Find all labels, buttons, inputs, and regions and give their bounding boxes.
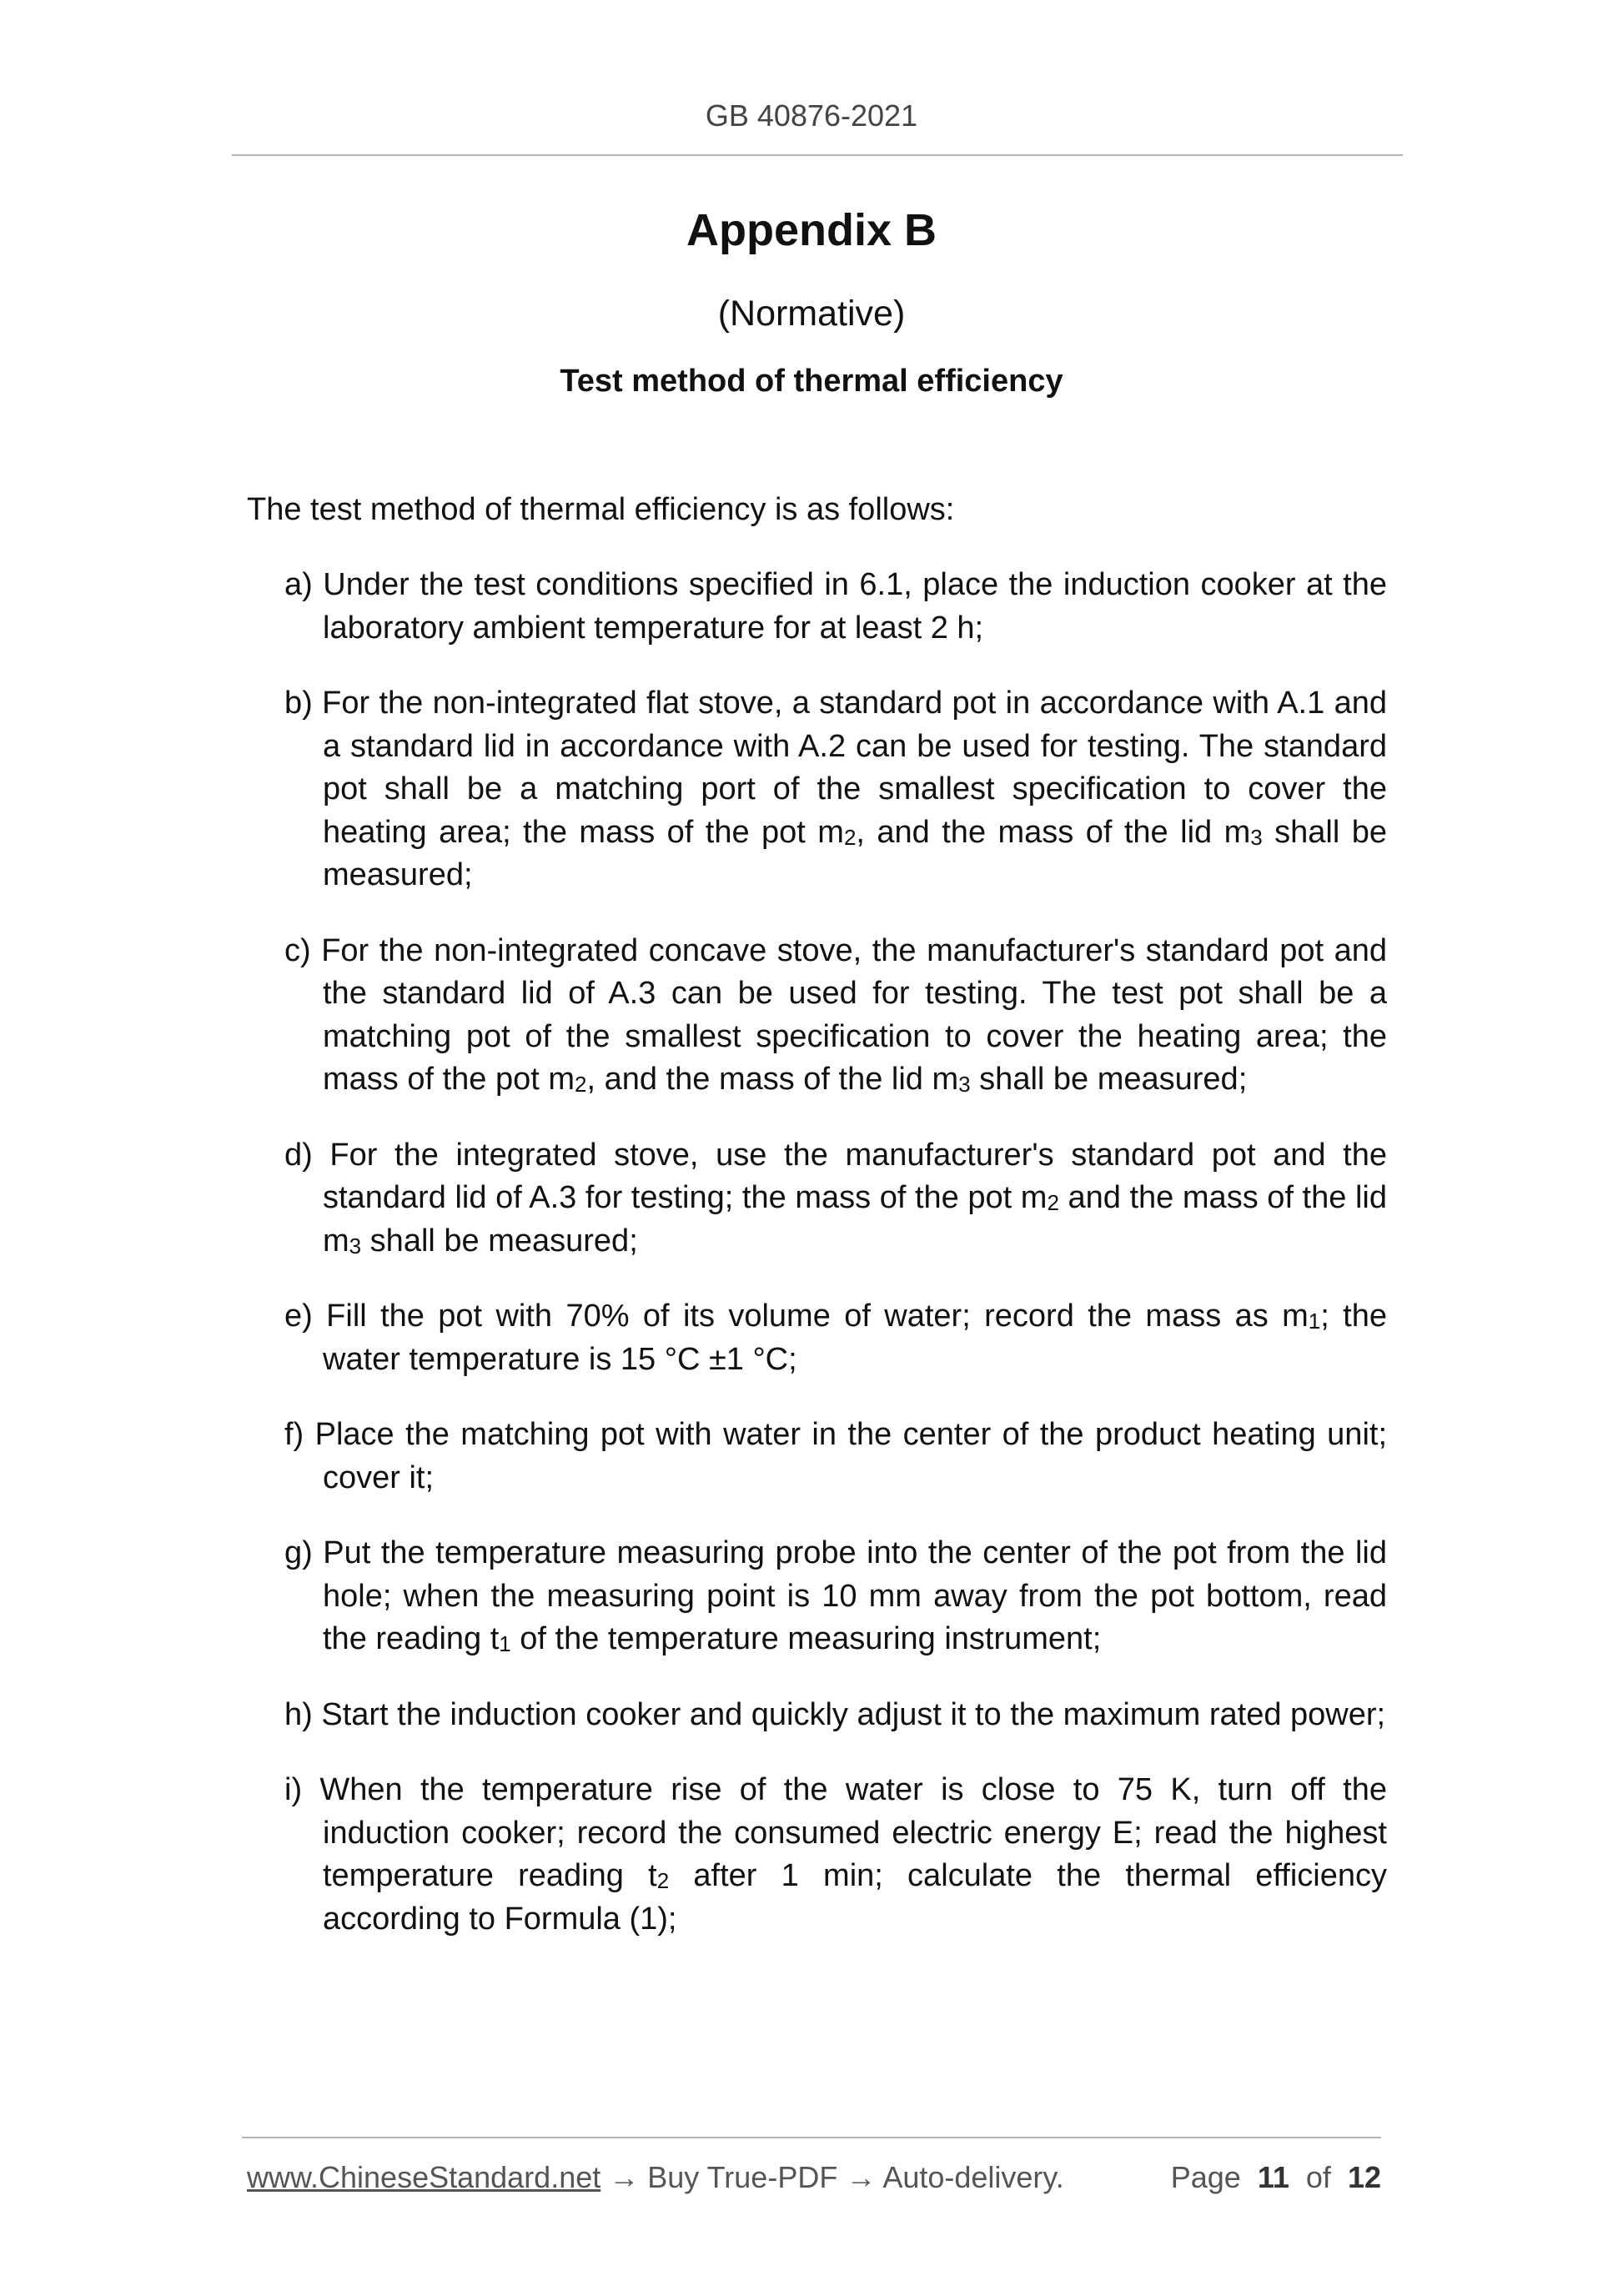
item-text: e) Fill the pot with 70% of its volume of water; record the mass as m: [284, 1299, 1309, 1334]
list-item-b: [284, 682, 1387, 897]
appendix-subtitle: (Normative): [717, 294, 906, 334]
list-item-h: [284, 1694, 1387, 1737]
procedure-list: [284, 564, 1387, 1973]
item-text: b) For the non-integrated flat stove, a standard pot in accordance with A.1 and a standard lid in accordance with A.2 can be used for testing. The standard pot shall be a matching port of the smallest specification to cover the heating area; the mass of the pot m: [284, 686, 1387, 850]
website-link[interactable]: www.ChineseStandard.net: [247, 2160, 601, 2194]
item-text: , and the mass of the lid m: [856, 814, 1251, 850]
subscript: 2: [843, 824, 857, 850]
item-text: ; the water temperature is 15 °C ±1 °C;: [323, 1299, 1387, 1377]
page-number: [1171, 2160, 1381, 2195]
list-item-f: [284, 1414, 1387, 1500]
item-text: shall be measured;: [323, 814, 1387, 892]
list-item-d: [284, 1134, 1387, 1264]
list-item-c: [284, 930, 1387, 1102]
header-divider: [232, 154, 1403, 156]
subscript: 3: [1250, 824, 1263, 850]
item-text: h) Start the induction cooker and quickly adjust it to the maximum rated power;: [284, 1696, 1386, 1732]
item-text: g) Put the temperature measuring probe into the center of the pot from the lid hole; when the measuring point is 10 mm away from the pot bottom, read the reading t: [284, 1535, 1387, 1656]
subscript: 3: [349, 1233, 362, 1259]
item-text: a) Under the test conditions specified in 6.1, place the induction cooker at the laboratory ambient temperature for at least 2 h;: [284, 567, 1387, 646]
item-text: , and the mass of the lid m: [586, 1062, 959, 1097]
subscript: 3: [958, 1072, 971, 1097]
intro-paragraph: The test method of thermal efficiency is as follows:: [247, 492, 955, 527]
list-item-e: [284, 1295, 1387, 1381]
page-total: 12: [1347, 2160, 1381, 2194]
appendix-title: Appendix B: [686, 205, 937, 255]
page-word: Page: [1170, 2160, 1241, 2194]
document-code: GB 40876-2021: [705, 98, 918, 133]
item-text: of the temperature measuring instrument;: [510, 1621, 1102, 1656]
appendix-heading: Test method of thermal efficiency: [560, 364, 1063, 399]
item-text: and the mass of the lid m: [323, 1180, 1387, 1259]
subscript: 1: [1308, 1309, 1321, 1334]
subscript: 2: [656, 1868, 670, 1893]
list-item-g: [284, 1532, 1387, 1661]
list-item-a: [284, 564, 1387, 650]
item-text: shall be measured;: [970, 1062, 1248, 1097]
list-item-i: [284, 1769, 1387, 1941]
footer-tagline: → Buy True-PDF → Auto-delivery.: [600, 2160, 1064, 2194]
item-text: c) For the non-integrated concave stove, the manufacturer's standard pot and the standard lid of A.3 can be used for testing. The test pot shall be a matching pot of the smallest specification to cover the heating area; the mass of the pot m: [284, 932, 1387, 1097]
page-of: of: [1305, 2160, 1331, 2194]
item-text: shall be measured;: [361, 1223, 638, 1259]
item-text: after 1 min; calculate the thermal efficiency according to Formula (1);: [323, 1858, 1387, 1937]
item-text: f) Place the matching pot with water in the center of the product heating unit; cover it;: [284, 1417, 1387, 1495]
footer-divider: [242, 2137, 1381, 2138]
page-current: 11: [1257, 2160, 1289, 2194]
item-text: i) When the temperature rise of the water is close to 75 K, turn off the induction cooker; record the consumed electric energy E; read the highest temperature reading t: [284, 1772, 1387, 1893]
subscript: 1: [499, 1631, 511, 1656]
subscript: 2: [1047, 1190, 1059, 1215]
item-text: d) For the integrated stove, use the manufacturer's standard pot and the standard lid of A.3 for testing; the mass of the pot m: [284, 1137, 1387, 1215]
subscript: 2: [575, 1072, 587, 1097]
page-footer: [247, 2160, 1381, 2195]
